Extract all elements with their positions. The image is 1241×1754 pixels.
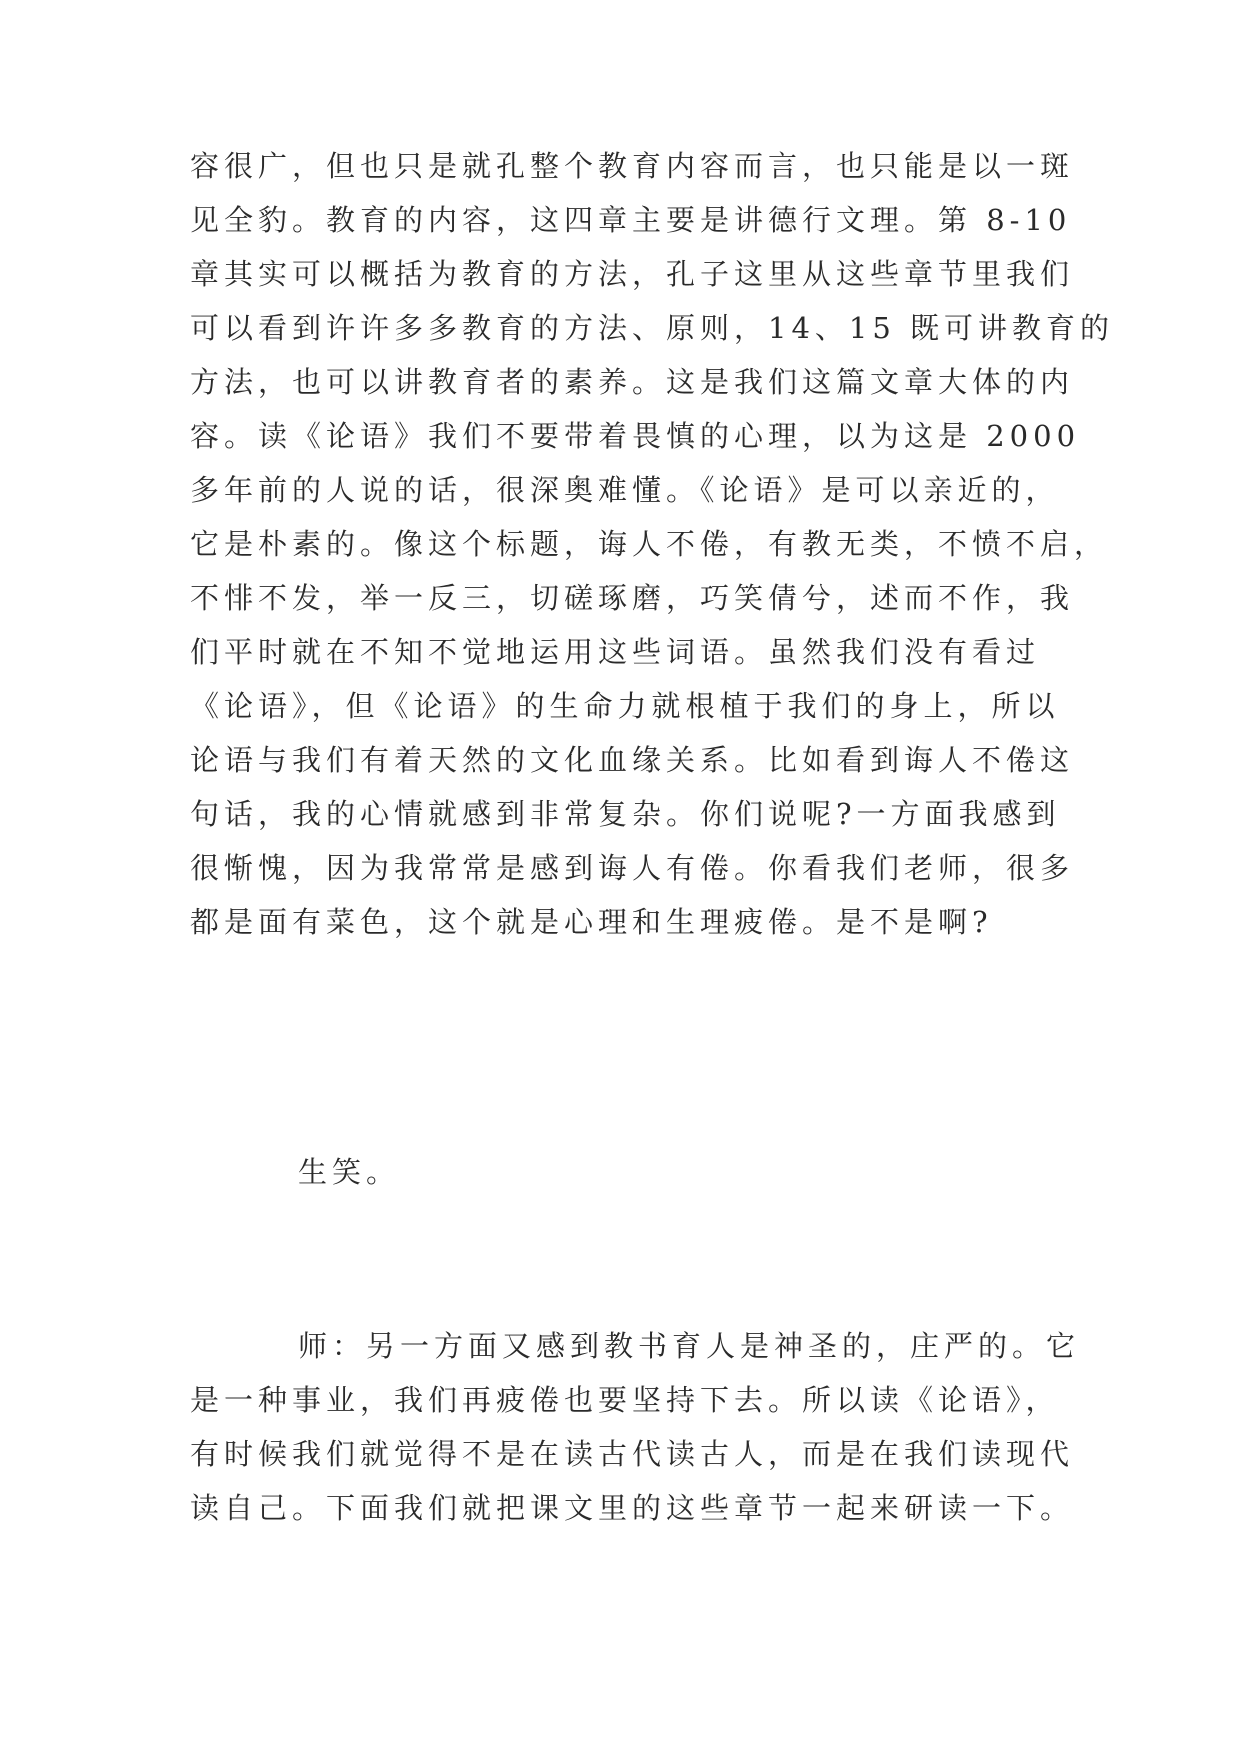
paragraph-1-line-8: 它是朴素的。像这个标题，诲人不倦，有教无类，不愤不启， (190, 527, 1109, 561)
paragraph-1-line-11: 《论语》，但《论语》的生命力就根植于我们的身上，所以 (190, 689, 1060, 723)
paragraph-3-line-2: 是一种事业，我们再疲倦也要坚持下去。所以读《论语》， (190, 1383, 1060, 1417)
paragraph-1-line-15: 都是面有菜色，这个就是心理和生理疲倦。是不是啊? (190, 905, 993, 939)
paragraph-3-line-1: 师：另一方面又感到教书育人是神圣的，庄严的。它 (298, 1329, 1081, 1363)
paragraph-1-line-1: 容很广，但也只是就孔整个教育内容而言，也只能是以一斑 (190, 149, 1075, 183)
paragraph-1-line-3: 章其实可以概括为教育的方法，孔子这里从这些章节里我们 (190, 257, 1075, 291)
paragraph-1-line-7: 多年前的人说的话，很深奥难懂。《论语》是可以亲近的， (190, 473, 1060, 507)
paragraph-3-line-3: 有时候我们就觉得不是在读古代读古人，而是在我们读现代 (190, 1437, 1075, 1471)
paragraph-1-line-5: 方法，也可以讲教育者的素养。这是我们这篇文章大体的内 (190, 365, 1075, 399)
paragraph-2: 生笑。 (298, 1155, 401, 1189)
paragraph-1-line-2: 见全豹。教育的内容，这四章主要是讲德行文理。第 8-10 (190, 203, 1072, 237)
paragraph-1-line-13: 句话，我的心情就感到非常复杂。你们说呢?一方面我感到 (190, 797, 1061, 831)
paragraph-1-line-10: 们平时就在不知不觉地运用这些词语。虽然我们没有看过 (190, 635, 1041, 669)
paragraph-1-line-14: 很惭愧，因为我常常是感到诲人有倦。你看我们老师，很多 (190, 851, 1075, 885)
paragraph-3-line-4: 读自己。下面我们就把课文里的这些章节一起来研读一下。 (190, 1491, 1075, 1525)
paragraph-1-line-12: 论语与我们有着天然的文化血缘关系。比如看到诲人不倦这 (190, 743, 1075, 777)
paragraph-1-line-6: 容。读《论语》我们不要带着畏慎的心理，以为这是 2000 (190, 419, 1081, 453)
paragraph-1-line-4: 可以看到许许多多教育的方法、原则，14、15 既可讲教育的 (190, 311, 1115, 345)
paragraph-1-line-9: 不悱不发，举一反三，切磋琢磨，巧笑倩兮，述而不作，我 (190, 581, 1075, 615)
